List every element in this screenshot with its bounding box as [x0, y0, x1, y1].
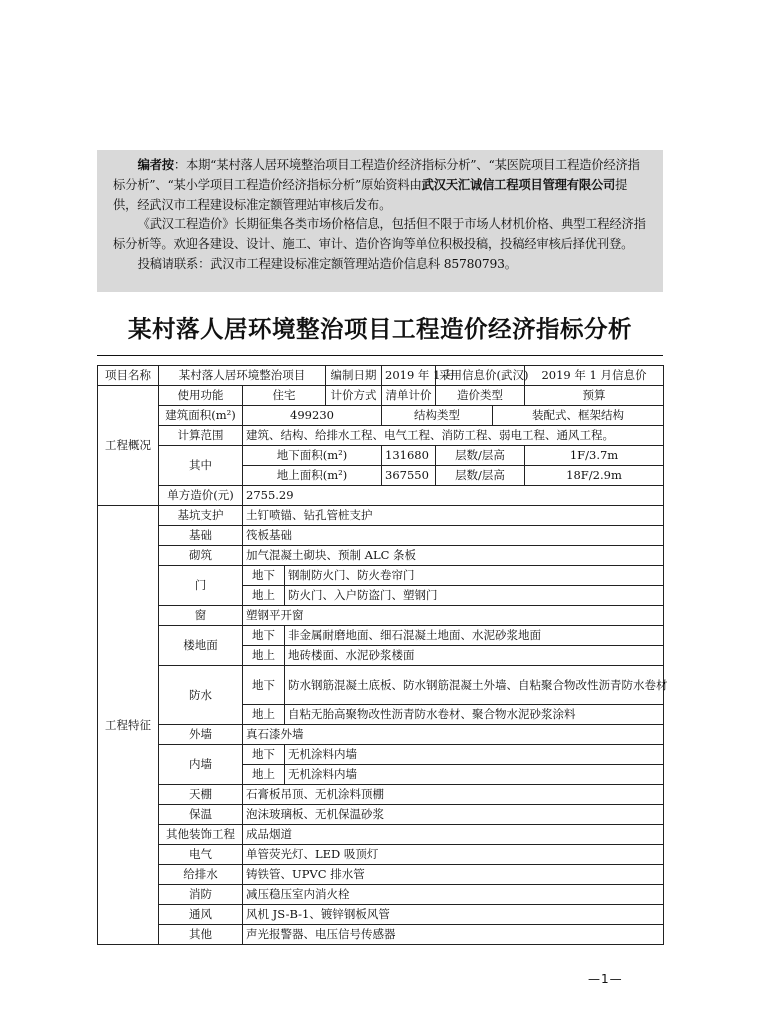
interior-wall-underground-value: 无机涂料内墙 [285, 745, 664, 765]
table-row [98, 725, 664, 745]
table-row [98, 925, 664, 945]
table-row [98, 386, 664, 406]
pit-support-label: 基坑支护 [159, 506, 243, 526]
table-row [98, 885, 664, 905]
editor-note [97, 150, 663, 292]
ceiling-label: 天棚 [159, 785, 243, 805]
structure-value: 装配式、框架结构 [493, 406, 664, 426]
table-row [98, 566, 664, 586]
floor-underground-value: 非金属耐磨地面、细石混凝土地面、水泥砂浆地面 [285, 626, 664, 646]
editor-note-company: 武汉天汇诚信工程项目管理有限公司 [421, 177, 616, 192]
page-number: —1— [588, 972, 623, 986]
area-label: 建筑面积(m²) [159, 406, 243, 426]
info-price-label: 采用信息价(武汉) [436, 366, 525, 386]
editor-note-label: 编者按 [137, 158, 174, 172]
masonry-value: 加气混凝土砌块、预制 ALC 条板 [243, 546, 664, 566]
other-label: 其他 [159, 925, 243, 945]
pit-support-value: 土钉喷锚、钻孔管桩支护 [243, 506, 664, 526]
interior-wall-aboveground-label: 地上 [243, 765, 285, 785]
table-row [98, 546, 664, 566]
compile-date-value: 2019 年 1 月 [382, 366, 436, 386]
door-aboveground-value: 防火门、入户防盗门、塑钢门 [285, 586, 664, 606]
unit-cost-value: 2755.29 [243, 486, 664, 506]
cost-index-table [97, 365, 668, 945]
other-decoration-label: 其他装饰工程 [159, 825, 243, 845]
masonry-label: 砌筑 [159, 546, 243, 566]
underground-area-value: 131680 [382, 446, 436, 466]
table-row [98, 666, 664, 705]
plumbing-label: 给排水 [159, 865, 243, 885]
editor-note-para-3: 投稿请联系：武汉市工程建设标准定额管理站造价信息科 85780793。 [137, 256, 517, 271]
insulation-value: 泡沫玻璃板、无机保温砂浆 [243, 805, 664, 825]
table-row [98, 845, 664, 865]
editor-note-text-b: 提供，经武汉市工程建设标准定额管理站审核后发布。 [113, 177, 628, 212]
floor-aboveground-label: 地上 [243, 646, 285, 666]
aboveground-area-label: 地上面积(m²) [243, 466, 382, 486]
other-value: 声光报警器、电压信号传感器 [243, 925, 664, 945]
underground-floors-label: 层数/层高 [436, 446, 525, 466]
article-title: 某村落人居环境整治项目工程造价经济指标分析 [128, 315, 632, 343]
among-label: 其中 [159, 446, 243, 486]
electrical-label: 电气 [159, 845, 243, 865]
cost-type-label: 造价类型 [436, 386, 525, 406]
exterior-wall-label: 外墙 [159, 725, 243, 745]
table-row [98, 426, 664, 446]
window-label: 窗 [159, 606, 243, 626]
table-row [98, 905, 664, 925]
interior-wall-label: 内墙 [159, 745, 243, 785]
underground-area-label: 地下面积(m²) [243, 446, 382, 466]
waterproof-aboveground-label: 地上 [243, 705, 285, 725]
table-row [98, 745, 664, 765]
table-row [98, 526, 664, 546]
door-underground-value: 钢制防火门、防火卷帘门 [285, 566, 664, 586]
editor-note-para-2: 《武汉工程造价》长期征集各类市场价格信息，包括但不限于市场人材机价格、典型工程经济指标分析等。欢迎各建设、设计、施工、审计、造价咨询等单位积极投稿，投稿经审核后择优刊登。 [113, 217, 646, 252]
waterproof-label: 防水 [159, 666, 243, 725]
other-decoration-value: 成品烟道 [243, 825, 664, 845]
floor-label: 楼地面 [159, 626, 243, 666]
area-value: 499230 [243, 406, 382, 426]
floor-underground-label: 地下 [243, 626, 285, 646]
foundation-value: 筏板基础 [243, 526, 664, 546]
unit-cost-label: 单方造价(元) [159, 486, 243, 506]
foundation-label: 基础 [159, 526, 243, 546]
pricing-label: 计价方式 [326, 386, 382, 406]
table-row [98, 506, 664, 526]
use-value: 住宅 [243, 386, 326, 406]
table-row [98, 626, 664, 646]
door-aboveground-label: 地上 [243, 586, 285, 606]
table-row [98, 406, 664, 426]
title-rule [97, 355, 663, 356]
insulation-label: 保温 [159, 805, 243, 825]
plumbing-value: 铸铁管、UPVC 排水管 [243, 865, 664, 885]
use-label: 使用功能 [159, 386, 243, 406]
cost-type-value: 预算 [525, 386, 664, 406]
aboveground-floors-label: 层数/层高 [436, 466, 525, 486]
table-row [98, 785, 664, 805]
features-section-label: 工程特征 [98, 506, 159, 945]
scope-value: 建筑、结构、给排水工程、电气工程、消防工程、弱电工程、通风工程。 [243, 426, 664, 446]
project-name-label: 项目名称 [98, 366, 159, 386]
interior-wall-underground-label: 地下 [243, 745, 285, 765]
aboveground-floors-value: 18F/2.9m [525, 466, 664, 486]
scope-label: 计算范围 [159, 426, 243, 446]
editor-note-para-1 [113, 156, 649, 215]
fire-protection-label: 消防 [159, 885, 243, 905]
structure-label: 结构类型 [382, 406, 493, 426]
table-row [98, 606, 664, 626]
table-row [98, 486, 664, 506]
pricing-value: 清单计价 [382, 386, 436, 406]
table-row [98, 446, 664, 466]
door-underground-label: 地下 [243, 566, 285, 586]
electrical-value: 单管荧光灯、LED 吸顶灯 [243, 845, 664, 865]
ventilation-value: 风机 JS-B-1、镀锌钢板风管 [243, 905, 664, 925]
window-value: 塑钢平开窗 [243, 606, 664, 626]
waterproof-underground-value: 防水钢筋混凝土底板、防水钢筋混凝土外墙、自粘聚合物改性沥青防水卷材 [285, 666, 664, 705]
waterproof-aboveground-value: 自粘无胎高聚物改性沥青防水卷材、聚合物水泥砂浆涂料 [285, 705, 664, 725]
ceiling-value: 石膏板吊顶、无机涂料顶棚 [243, 785, 664, 805]
underground-floors-value: 1F/3.7m [525, 446, 664, 466]
table-row [98, 805, 664, 825]
fire-protection-value: 减压稳压室内消火栓 [243, 885, 664, 905]
project-name-value: 某村落人居环境整治项目 [159, 366, 326, 386]
table-row [98, 865, 664, 885]
info-price-value: 2019 年 1 月信息价 [525, 366, 664, 386]
editor-note-text-a: ：本期“某村落人居环境整治项目工程造价经济指标分析”、“某医院项目工程造价经济指标分析”、“某小学项目工程造价经济指标分析”原始资料由 [113, 158, 640, 192]
table-row [98, 366, 664, 386]
table-row [98, 825, 664, 845]
overview-section-label: 工程概况 [98, 386, 159, 506]
door-label: 门 [159, 566, 243, 606]
ventilation-label: 通风 [159, 905, 243, 925]
interior-wall-aboveground-value: 无机涂料内墙 [285, 765, 664, 785]
waterproof-underground-label: 地下 [243, 666, 285, 705]
floor-aboveground-value: 地砖楼面、水泥砂浆楼面 [285, 646, 664, 666]
compile-date-label: 编制日期 [326, 366, 382, 386]
exterior-wall-value: 真石漆外墙 [243, 725, 664, 745]
aboveground-area-value: 367550 [382, 466, 436, 486]
